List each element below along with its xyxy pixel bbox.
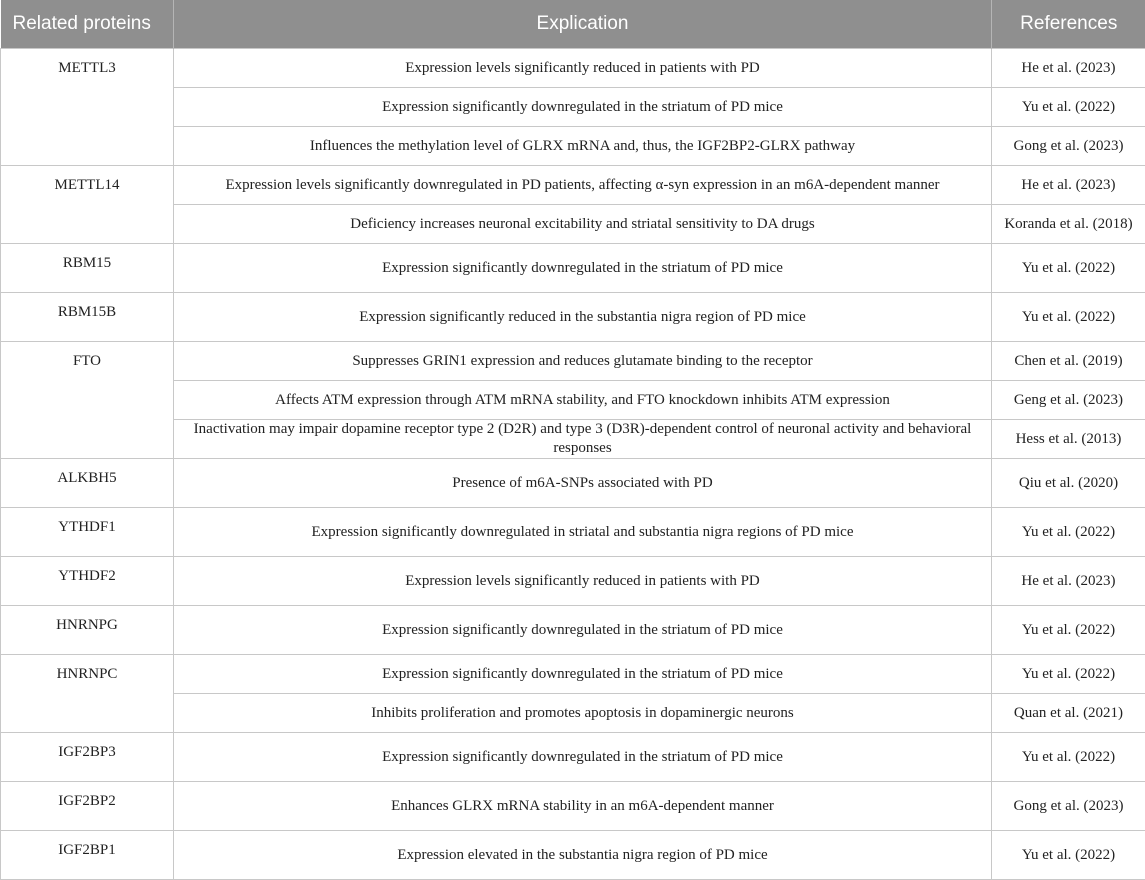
reference-cell: Hess et al. (2013) — [992, 420, 1145, 459]
explication-cell: Expression significantly downregulated in the striatum of PD mice — [174, 606, 992, 655]
explication-cell: Enhances GLRX mRNA stability in an m6A-dependent manner — [174, 782, 992, 831]
explication-cell: Expression significantly downregulated in the striatum of PD mice — [174, 733, 992, 782]
explication-cell: Expression significantly downregulated in the striatum of PD mice — [174, 244, 992, 293]
explication-cell: Expression significantly downregulated in the striatum of PD mice — [174, 88, 992, 127]
header-row — [1, 0, 1145, 49]
reference-cell: Yu et al. (2022) — [992, 88, 1145, 127]
protein-cell: RBM15 — [1, 244, 174, 293]
reference-cell: Chen et al. (2019) — [992, 342, 1145, 381]
protein-cell: ALKBH5 — [1, 459, 174, 508]
explication-cell: Influences the methylation level of GLRX mRNA and, thus, the IGF2BP2-GLRX pathway — [174, 127, 992, 166]
explication-cell: Expression levels significantly downregulated in PD patients, affecting α-syn expression in an m6A-dependent manner — [174, 166, 992, 205]
header-references: References — [992, 0, 1145, 49]
reference-cell: Yu et al. (2022) — [992, 655, 1145, 694]
table-row — [1, 782, 1145, 831]
protein-cell: IGF2BP1 — [1, 831, 174, 880]
table-row — [1, 342, 1145, 381]
reference-cell: Koranda et al. (2018) — [992, 205, 1145, 244]
table-row — [1, 166, 1145, 205]
protein-cell: METTL14 — [1, 166, 174, 244]
reference-cell: Gong et al. (2023) — [992, 782, 1145, 831]
reference-cell: Yu et al. (2022) — [992, 831, 1145, 880]
reference-cell: Quan et al. (2021) — [992, 694, 1145, 733]
explication-cell: Expression levels significantly reduced in patients with PD — [174, 557, 992, 606]
table-row — [1, 831, 1145, 880]
explication-cell: Inactivation may impair dopamine receptor type 2 (D2R) and type 3 (D3R)-dependent control of neuronal activity and behavioral responses — [174, 420, 992, 459]
table-body — [1, 49, 1145, 880]
explication-cell: Expression significantly downregulated in the striatum of PD mice — [174, 655, 992, 694]
protein-cell: YTHDF2 — [1, 557, 174, 606]
reference-cell: Yu et al. (2022) — [992, 293, 1145, 342]
protein-cell: HNRNPC — [1, 655, 174, 733]
explication-cell: Presence of m6A-SNPs associated with PD — [174, 459, 992, 508]
table-row — [1, 606, 1145, 655]
reference-cell: Qiu et al. (2020) — [992, 459, 1145, 508]
explication-cell: Expression elevated in the substantia nigra region of PD mice — [174, 831, 992, 880]
protein-cell: IGF2BP3 — [1, 733, 174, 782]
explication-cell: Expression levels significantly reduced in patients with PD — [174, 49, 992, 88]
table-row — [1, 557, 1145, 606]
reference-cell: He et al. (2023) — [992, 557, 1145, 606]
reference-cell: Yu et al. (2022) — [992, 606, 1145, 655]
header-related-proteins: Related proteins — [1, 0, 174, 49]
table-row — [1, 655, 1145, 694]
protein-cell: RBM15B — [1, 293, 174, 342]
protein-cell: HNRNPG — [1, 606, 174, 655]
explication-cell: Deficiency increases neuronal excitability and striatal sensitivity to DA drugs — [174, 205, 992, 244]
reference-cell: Yu et al. (2022) — [992, 244, 1145, 293]
table-row — [1, 49, 1145, 88]
table-row — [1, 244, 1145, 293]
reference-cell: Gong et al. (2023) — [992, 127, 1145, 166]
header-explication: Explication — [174, 0, 992, 49]
explication-cell: Suppresses GRIN1 expression and reduces glutamate binding to the receptor — [174, 342, 992, 381]
table-row — [1, 459, 1145, 508]
reference-cell: He et al. (2023) — [992, 166, 1145, 205]
protein-cell: METTL3 — [1, 49, 174, 166]
reference-cell: Yu et al. (2022) — [992, 733, 1145, 782]
explication-cell: Expression significantly downregulated in striatal and substantia nigra regions of PD mice — [174, 508, 992, 557]
table-row — [1, 293, 1145, 342]
protein-cell: IGF2BP2 — [1, 782, 174, 831]
explication-cell: Affects ATM expression through ATM mRNA stability, and FTO knockdown inhibits ATM expression — [174, 381, 992, 420]
table-row — [1, 733, 1145, 782]
reference-cell: He et al. (2023) — [992, 49, 1145, 88]
reference-cell: Yu et al. (2022) — [992, 508, 1145, 557]
explication-cell: Expression significantly reduced in the substantia nigra region of PD mice — [174, 293, 992, 342]
explication-cell: Inhibits proliferation and promotes apoptosis in dopaminergic neurons — [174, 694, 992, 733]
protein-cell: YTHDF1 — [1, 508, 174, 557]
reference-cell: Geng et al. (2023) — [992, 381, 1145, 420]
protein-cell: FTO — [1, 342, 174, 459]
table-header — [1, 0, 1145, 49]
table-row — [1, 508, 1145, 557]
